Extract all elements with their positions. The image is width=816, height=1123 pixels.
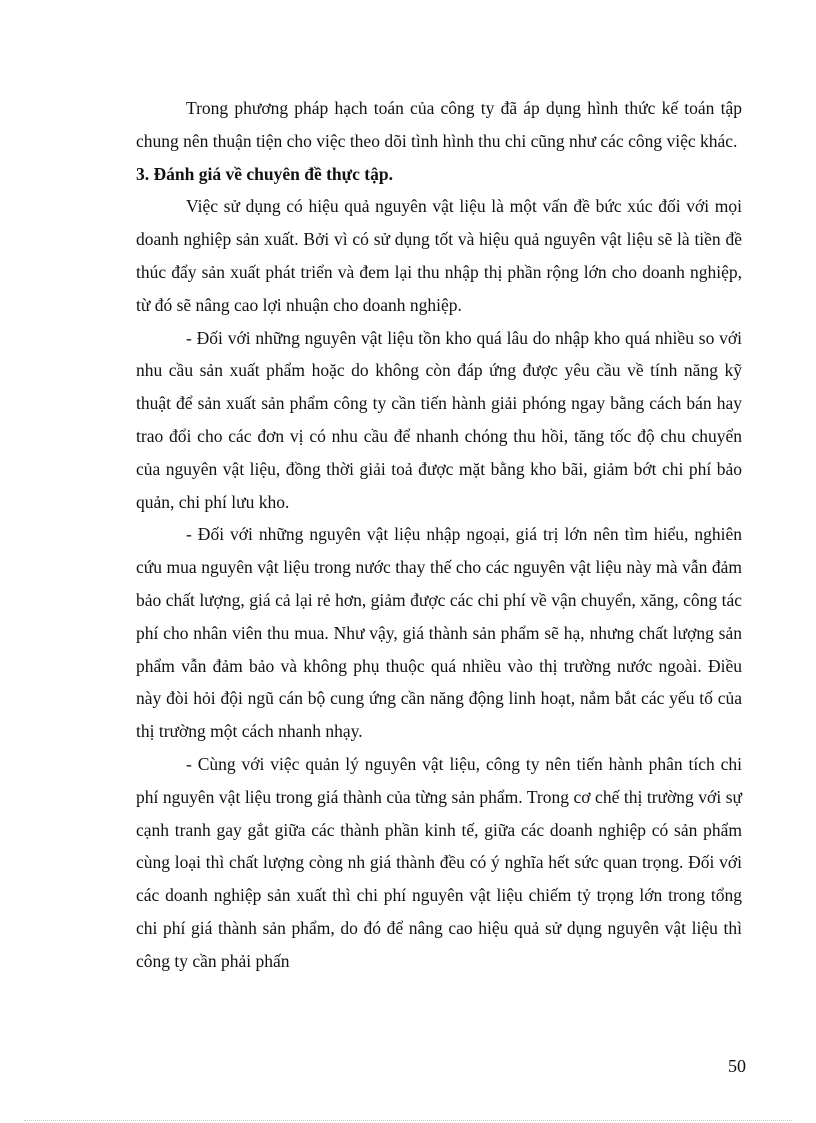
page-bottom-divider [24, 1120, 792, 1121]
paragraph-accounting-method: Trong phương pháp hạch toán của công ty đã áp dụng hình thức kế toán tập chung nên thuận tiện cho việc theo dõi tình hình thu chi cũng như các công việc khác. [136, 98, 742, 151]
paragraph-cost-analysis: - Cùng với việc quản lý nguyên vật liệu, công ty nên tiến hành phân tích chi phí nguyên vật liệu trong giá thành của từng sản phẩm. Trong cơ chế thị trường với sự cạnh tranh gay gắt giữa các thành phần kinh tế, giữa các doanh nghiệp có sản phẩm cùng loại thì chất lượng còng nh giá thành đều có ý nghĩa hết sức quan trọng. Đối với các doanh nghiệp sản xuất thì chi phí nguyên vật liệu chiếm tỷ trọng lớn trong tổng chi phí giá thành sản phẩm, do đó để nâng cao hiệu quả sử dụng nguyên vật liệu thì công ty cần phải phấn [136, 753, 742, 971]
paragraph-material-efficiency: Việc sử dụng có hiệu quả nguyên vật liệu là một vấn đề bức xúc đối với mọi doanh nghiệp sản xuất. Bởi vì có sử dụng tốt và hiệu quả nguyên vật liệu sẽ là tiền đề thúc đẩy sản xuất phát triển và đem lại thu nhập thị phần rộng lớn cho doanh nghiệp, từ đó sẽ nâng cao lợi nhuận cho doanh nghiệp. [136, 196, 742, 315]
section-heading: 3. Đánh giá về chuyên đề thực tập. [136, 163, 393, 184]
paragraph-imported-materials: - Đối với những nguyên vật liệu nhập ngoại, giá trị lớn nên tìm hiểu, nghiên cứu mua nguyên vật liệu trong nước thay thế cho các nguyên vật liệu này mà vẫn đảm bảo chất lượng, giá cả lại rẻ hơn, giảm được các chi phí về vận chuyển, xăng, công tác phí cho nhân viên thu mua. Như vậy, giá thành sản phẩm sẽ hạ, nhưng chất lượng sản phẩm vẫn đảm bảo và không phụ thuộc quá nhiều vào thị trường nước ngoài. Điều này đòi hỏi đội ngũ cán bộ cung ứng cần năng động linh hoạt, nắm bắt các yếu tố của thị trường một cách nhanh nhạy. [136, 524, 742, 742]
page-number: 50 [728, 1056, 746, 1076]
document-body [136, 92, 742, 978]
paragraph-inventory-clearance: - Đối với những nguyên vật liệu tồn kho quá lâu do nhập kho quá nhiều so với nhu cầu sản xuất phẩm hoặc do không còn đáp ứng được yêu cầu về tính năng kỹ thuật để sản xuất sản phẩm công ty cần tiến hành giải phóng ngay bằng cách bán hay trao đổi cho các đơn vị có nhu cầu để nhanh chóng thu hồi, tăng tốc độ chu chuyển của nguyên vật liệu, đồng thời giải toả được mặt bằng kho bãi, giảm bớt chi phí bảo quản, chi phí lưu kho. [136, 327, 742, 512]
